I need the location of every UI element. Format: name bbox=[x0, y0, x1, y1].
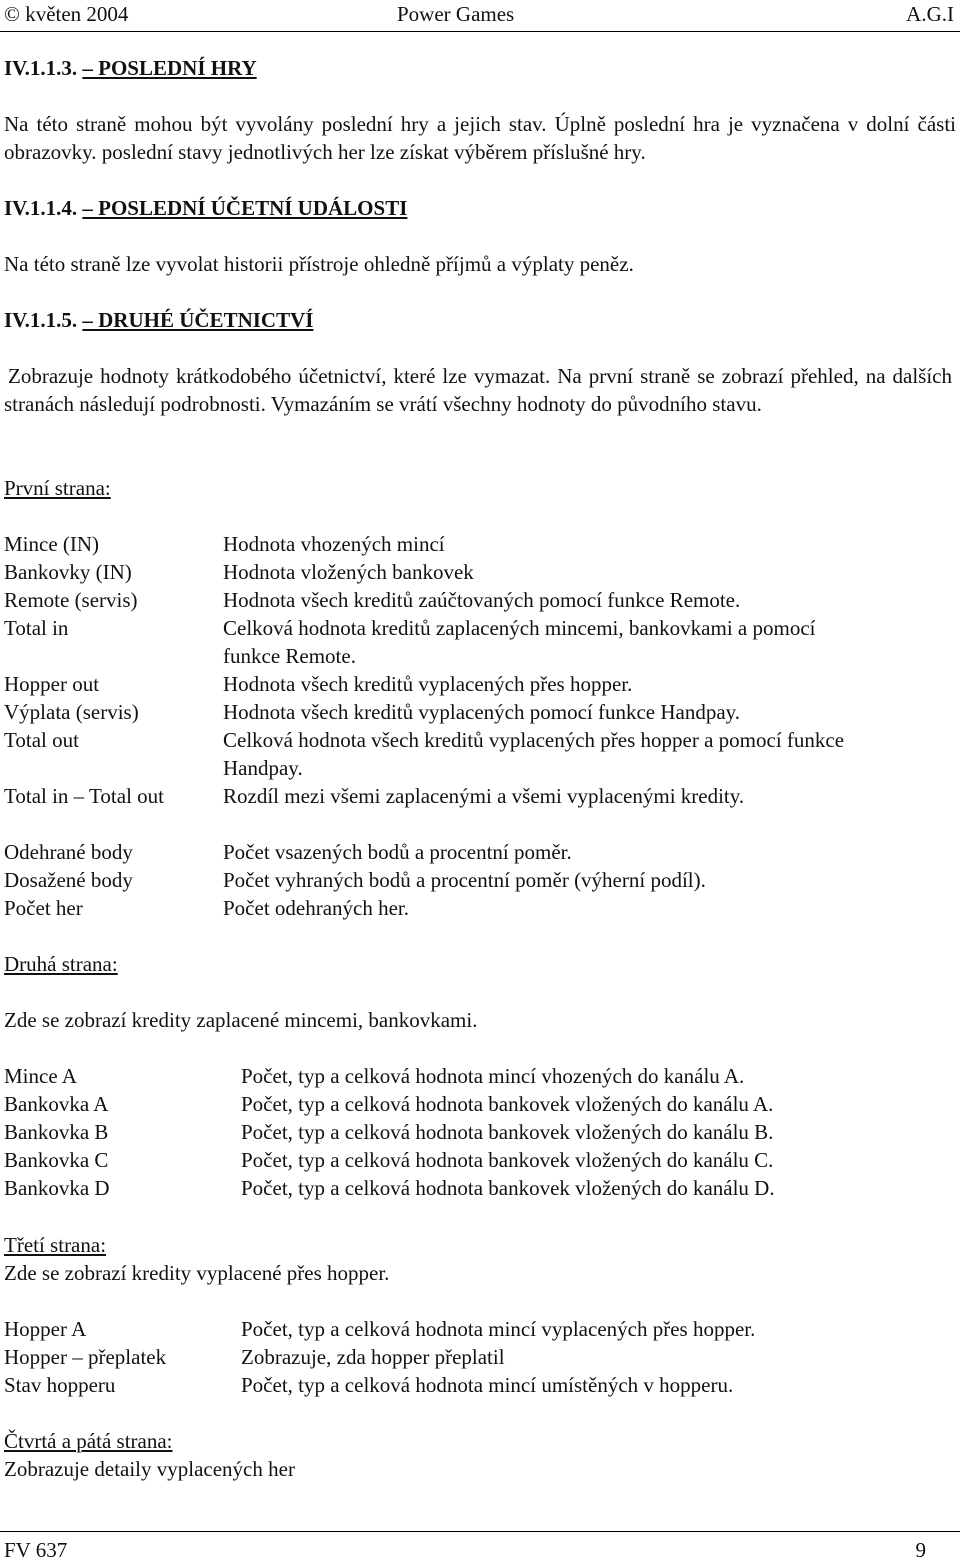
section-number: IV.1.1.5. bbox=[4, 308, 78, 332]
section-number: IV.1.1.3. bbox=[4, 56, 78, 80]
row-label: Dosažené body bbox=[4, 868, 133, 892]
page2-intro: Zde se zobrazí kredity zaplacené mincemi, bankovkami. bbox=[4, 1008, 478, 1032]
row-label: Total in – Total out bbox=[4, 784, 164, 808]
section-text-druhe-ucetnictvi: Zobrazuje hodnoty krátkodobého účetnictví, které lze vymazat. Na první straně se zobrazí přehled, na dalších stranách následují podrobnosti. Vymazáním se vrátí všechny hodnoty do původního stavu. bbox=[4, 364, 952, 416]
footer-page-number: 9 bbox=[915, 1538, 926, 1562]
row-desc: Počet, typ a celková hodnota bankovek vložených do kanálu D. bbox=[241, 1176, 775, 1200]
row-label: Bankovka C bbox=[4, 1148, 109, 1172]
row-desc: Počet, typ a celková hodnota bankovek vložených do kanálu C. bbox=[241, 1148, 774, 1172]
header-date: © květen 2004 bbox=[4, 2, 129, 26]
header-divider bbox=[0, 31, 960, 32]
section-title: – POSLEDNÍ HRY bbox=[82, 56, 257, 80]
row-desc: Rozdíl mezi všemi zaplacenými a všemi vyplacenými kredity. bbox=[223, 784, 745, 808]
footer-doc-id: FV 637 bbox=[4, 1538, 68, 1562]
section-number: IV.1.1.4. bbox=[4, 196, 78, 220]
row-label: Mince A bbox=[4, 1064, 77, 1088]
row-label: Hopper – přeplatek bbox=[4, 1345, 167, 1369]
row-desc: Hodnota vložených bankovek bbox=[223, 560, 474, 584]
row-label: Bankovka D bbox=[4, 1176, 110, 1200]
row-desc: Hodnota vhozených mincí bbox=[223, 532, 445, 556]
row-desc: Počet vyhraných bodů a procentní poměr (výherní podíl). bbox=[223, 868, 706, 892]
row-label: Bankovky (IN) bbox=[4, 560, 132, 584]
header-title: Power Games bbox=[397, 2, 515, 26]
row-label: Odehrané body bbox=[4, 840, 133, 864]
section-title: – DRUHÉ ÚČETNICTVÍ bbox=[82, 308, 314, 332]
page45-intro: Zobrazuje detaily vyplacených her bbox=[4, 1457, 295, 1481]
row-label: Stav hopperu bbox=[4, 1373, 116, 1397]
row-desc: Počet vsazených bodů a procentní poměr. bbox=[223, 840, 572, 864]
row-label: Total in bbox=[4, 616, 69, 640]
row-label: Výplata (servis) bbox=[4, 700, 139, 724]
row-label: Mince (IN) bbox=[4, 532, 100, 556]
row-desc: Hodnota všech kreditů vyplacených pomocí funkce Handpay. bbox=[223, 700, 741, 724]
row-desc: Hodnota všech kreditů vyplacených přes hopper. bbox=[223, 672, 633, 696]
row-desc: Počet, typ a celková hodnota mincí umístěných v hopperu. bbox=[241, 1373, 734, 1397]
page1-heading: První strana: bbox=[4, 476, 111, 500]
row-desc: Hodnota všech kreditů zaúčtovaných pomocí funkce Remote. bbox=[223, 588, 741, 612]
section-heading-ucetni-udalosti bbox=[4, 194, 407, 222]
row-desc-continued: Handpay. bbox=[223, 756, 303, 780]
row-desc-continued: funkce Remote. bbox=[223, 644, 356, 668]
header-company: A.G.I bbox=[906, 2, 954, 26]
row-label: Hopper out bbox=[4, 672, 100, 696]
section-title: – POSLEDNÍ ÚČETNÍ UDÁLOSTI bbox=[82, 196, 408, 220]
section-text-posledni-hry: Na této straně mohou být vyvolány poslední hry a jejich stav. Úplně poslední hra je vyznačena v dolní části obrazovky. poslední stavy jednotlivých her lze získat výběrem příslušné hry. bbox=[4, 112, 956, 164]
row-desc: Počet, typ a celková hodnota bankovek vložených do kanálu A. bbox=[241, 1092, 774, 1116]
section-text-ucetni-udalosti: Na této straně lze vyvolat historii přístroje ohledně příjmů a výplaty peněz. bbox=[4, 252, 634, 276]
row-label: Total out bbox=[4, 728, 79, 752]
row-desc: Počet, typ a celková hodnota bankovek vložených do kanálu B. bbox=[241, 1120, 774, 1144]
footer-divider bbox=[0, 1531, 960, 1532]
row-desc: Celková hodnota všech kreditů vyplacených přes hopper a pomocí funkce bbox=[223, 728, 845, 752]
row-desc: Počet, typ a celková hodnota mincí vhozených do kanálu A. bbox=[241, 1064, 745, 1088]
section-heading-druhe-ucetnictvi bbox=[4, 306, 313, 334]
row-desc: Počet odehraných her. bbox=[223, 896, 410, 920]
page45-heading: Čtvrtá a pátá strana: bbox=[4, 1429, 173, 1453]
page3-intro: Zde se zobrazí kredity vyplacené přes hopper. bbox=[4, 1261, 390, 1285]
row-desc: Počet, typ a celková hodnota mincí vyplacených přes hopper. bbox=[241, 1317, 756, 1341]
page3-heading: Třetí strana: bbox=[4, 1233, 107, 1257]
row-label: Počet her bbox=[4, 896, 83, 920]
row-label: Remote (servis) bbox=[4, 588, 138, 612]
section-heading-posledni-hry bbox=[4, 54, 257, 82]
page2-heading: Druhá strana: bbox=[4, 952, 118, 976]
row-label: Bankovka A bbox=[4, 1092, 109, 1116]
row-label: Hopper A bbox=[4, 1317, 87, 1341]
row-desc: Celková hodnota kreditů zaplacených mincemi, bankovkami a pomocí bbox=[223, 616, 816, 640]
row-desc: Zobrazuje, zda hopper přeplatil bbox=[241, 1345, 505, 1369]
row-label: Bankovka B bbox=[4, 1120, 109, 1144]
